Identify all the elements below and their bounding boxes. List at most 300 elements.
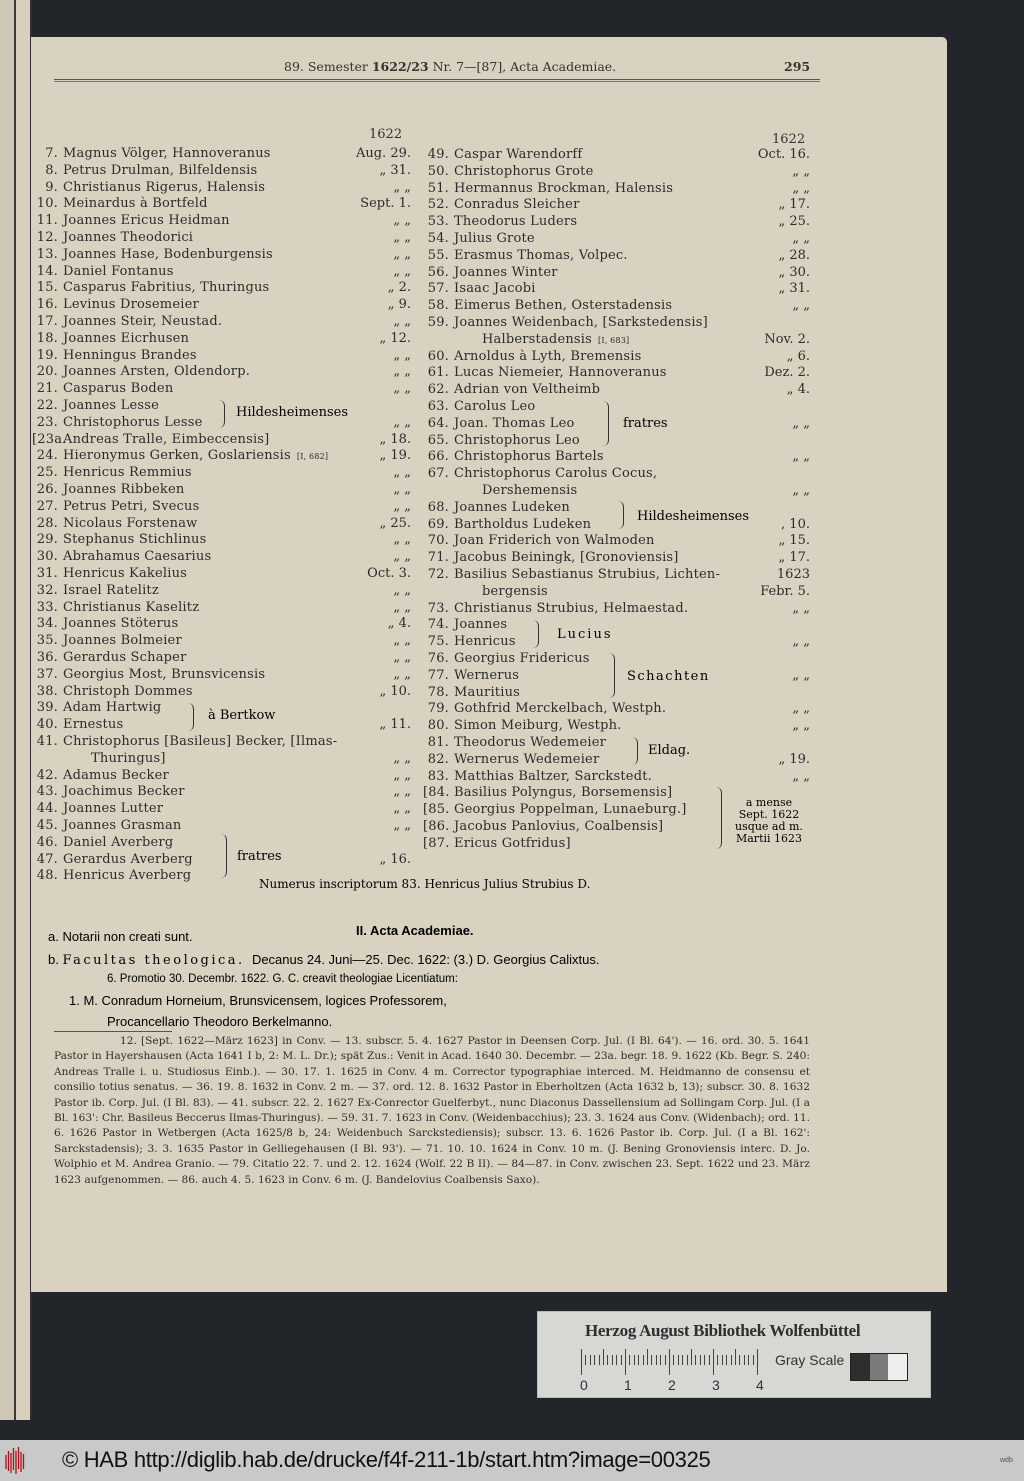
list-item — [423, 180, 673, 197]
entry-date: „ „ — [792, 718, 810, 734]
list-item — [423, 482, 577, 499]
brace — [632, 737, 638, 765]
ruler-tick — [757, 1349, 758, 1375]
entry-name: Carolus Leo — [454, 399, 536, 414]
list-item — [32, 800, 163, 817]
entry-date: „ „ — [393, 213, 411, 229]
entry-name: Hieronymus Gerken, Goslariensis — [63, 448, 291, 464]
entry-date: „ 25. — [379, 515, 411, 531]
ruler-tick — [744, 1355, 745, 1365]
entry-number: [86. — [423, 819, 450, 834]
entry-number: 29. — [36, 532, 58, 548]
list-item — [423, 448, 604, 465]
list-item — [32, 179, 265, 196]
entry-name: Gothfrid Merckelbach, Westph. — [454, 701, 667, 717]
entry-name: Petrus Drulman, Bilfeldensis — [63, 162, 258, 178]
entry-name: Hermannus Brockman, Halensis — [454, 180, 674, 196]
ruler-number: 2 — [668, 1377, 676, 1393]
entry-number: 17. — [36, 314, 58, 329]
entry-number: 77. — [427, 667, 449, 683]
entry-number: 25. — [36, 465, 58, 481]
list-item — [423, 600, 688, 617]
list-item — [32, 666, 265, 683]
list-item — [423, 650, 590, 667]
swatch-dark — [851, 1354, 870, 1380]
entry-name: Henningus Brandes — [63, 347, 197, 363]
entry-date: „ „ — [393, 750, 411, 766]
list-item — [423, 566, 720, 583]
ruler-tick — [585, 1355, 586, 1365]
entry-date: Oct. 3. — [367, 566, 411, 581]
list-item — [423, 432, 580, 449]
entry-date: „ 18. — [379, 431, 411, 447]
list-item — [32, 162, 257, 179]
ruler-tick — [629, 1355, 630, 1365]
entry-number: 39. — [36, 700, 58, 716]
ruler-tick — [687, 1355, 688, 1365]
entry-date: Aug. 29. — [355, 146, 411, 161]
brace — [715, 787, 722, 849]
entry-number: 49. — [427, 147, 449, 162]
entry-number: 31. — [36, 566, 58, 581]
entry-name: Christophorus Leo — [454, 432, 580, 448]
ruler-tick — [590, 1355, 591, 1365]
entry-name: Joannes Grasman — [63, 818, 182, 833]
promotio-line: 6. Promotio 30. Decembr. 1622. G. C. creavit theologiae Licentiatum: — [107, 973, 458, 985]
entry-name: Joannes Bolmeier — [63, 633, 182, 649]
hab-logo-icon — [5, 1445, 25, 1475]
ruler-tick — [607, 1355, 608, 1365]
entry-name: Dershemensis — [482, 483, 578, 498]
entry-date: „ „ — [393, 650, 411, 665]
list-item — [423, 801, 687, 818]
running-head: 89. Semester 1622/23 Nr. 7—[87], Acta Academiae. — [284, 59, 617, 74]
list-item — [32, 649, 187, 666]
list-item — [423, 751, 599, 768]
entry-date: „ 11. — [379, 717, 411, 733]
list-item — [32, 414, 203, 431]
ruler-tick — [638, 1355, 639, 1365]
entry-name: Eimerus Bethen, Osterstadensis — [454, 298, 673, 314]
entry-name: Daniel Fontanus — [63, 263, 174, 279]
entry-name: Christophorus Lesse — [63, 414, 203, 430]
page-number: 295 — [784, 59, 811, 74]
ruler-tick — [678, 1355, 679, 1365]
ruler-tick — [695, 1355, 696, 1365]
swatch-mid — [870, 1354, 889, 1380]
list-item — [32, 498, 199, 515]
entry-date: , 10. — [781, 516, 810, 532]
entry-number: 13. — [36, 246, 58, 262]
entry-date: „ „ — [393, 818, 411, 833]
list-item — [423, 784, 672, 801]
entry-name: Adrian von Veltheimb — [454, 382, 601, 398]
reference-note: [I, 682] — [296, 452, 329, 462]
entry-date: „ 12. — [379, 330, 411, 346]
entry-name: Mauritius — [454, 684, 521, 700]
ruler-number: 1 — [624, 1377, 632, 1393]
entry-number: 63. — [427, 399, 449, 414]
entry-name: Joannes Ericus Heidman — [63, 213, 230, 229]
entry-number: 81. — [427, 735, 449, 750]
list-item — [423, 398, 535, 415]
entry-date: 1623 — [776, 567, 810, 582]
summary-line: Numerus inscriptorum 83. Henricus Julius Strubius D. — [259, 877, 591, 891]
ruler-tick — [704, 1355, 705, 1365]
list-item — [423, 717, 622, 734]
entry-number: 46. — [36, 834, 58, 850]
entry-date: „ 15. — [778, 533, 810, 549]
list-item — [423, 364, 667, 381]
ruler-tick — [599, 1355, 600, 1365]
ruler-tick — [739, 1355, 740, 1365]
entry-number: 65. — [427, 432, 449, 448]
ruler-number: 0 — [580, 1377, 588, 1393]
entry-date: „ 25. — [778, 214, 810, 230]
list-item — [32, 195, 208, 212]
entry-date: „ „ — [393, 801, 411, 817]
list-item — [32, 531, 207, 548]
entry-date: „ „ — [792, 634, 810, 650]
entry-name: Jacobus Panlovius, Coalbensis] — [454, 819, 664, 834]
entry-number: 54. — [427, 231, 449, 246]
entry-number: 45. — [36, 818, 58, 833]
entry-number: [87. — [423, 835, 450, 851]
list-item — [32, 296, 199, 313]
ruler-tick — [669, 1349, 670, 1375]
ruler-tick — [612, 1355, 613, 1365]
list-item — [423, 314, 708, 331]
entry-number: 51. — [427, 180, 449, 196]
entry-name: Theodorus Wedemeier — [454, 735, 606, 750]
entry-date: „ „ — [792, 667, 810, 683]
acta-item-b: b. Facultas theologica. Decanus 24. Juni—25. Dec. 1622: (3.) D. Georgius Calixtus. — [48, 952, 600, 968]
entry-date: „ „ — [393, 498, 411, 514]
entry-date: Sept. 1. — [360, 196, 411, 212]
list-item — [32, 599, 199, 616]
entry-date: „ 16. — [379, 851, 411, 867]
entry-date: „ „ — [393, 381, 411, 397]
entry-number: 21. — [36, 381, 58, 397]
ruler-tick — [731, 1355, 732, 1365]
entry-number: 10. — [36, 196, 58, 212]
list-item — [32, 582, 159, 599]
ruler-tick — [625, 1349, 626, 1375]
entry-number: 23. — [36, 414, 58, 430]
promotion-item-1-cont: Procancellario Theodoro Berkelmanno. — [107, 1014, 333, 1029]
list-item — [423, 499, 570, 516]
entry-number: 33. — [36, 599, 58, 615]
entry-date: „ „ — [393, 314, 411, 329]
entry-number: 64. — [427, 415, 449, 431]
list-item — [32, 380, 173, 397]
list-item — [32, 330, 189, 347]
footnote-rule — [54, 1031, 172, 1032]
entry-date: „ „ — [792, 231, 810, 246]
list-item — [423, 348, 642, 365]
entry-name: Stephanus Stichlinus — [63, 532, 207, 548]
entry-date: „ „ — [393, 179, 411, 195]
entry-name: Joannes Theodorici — [63, 230, 194, 245]
list-item — [423, 213, 577, 230]
entry-name: Caspar Warendorff — [454, 147, 583, 162]
copyright-link[interactable]: © HAB http://diglib.hab.de/drucke/f4f-211-1b/start.htm?image=00325 — [62, 1447, 711, 1472]
brace — [617, 501, 624, 529]
group-label-fratres-right: fratres — [623, 416, 668, 431]
entry-date: „ 17. — [778, 550, 810, 566]
entry-name: Basilius Polyngus, Borsemensis] — [454, 785, 673, 801]
ruler-tick — [700, 1355, 701, 1365]
header-rule-secondary — [54, 81, 820, 82]
entry-name: Adam Hartwig — [63, 700, 162, 716]
entry-number: 48. — [36, 868, 58, 884]
list-item — [32, 817, 182, 834]
entry-date: „ 10. — [379, 683, 411, 699]
brace — [532, 620, 539, 648]
entry-date: „ 28. — [778, 247, 810, 263]
entry-name: Casparus Fabritius, Thuringus — [63, 280, 270, 296]
entry-date: „ 19. — [778, 751, 810, 767]
list-item — [423, 532, 655, 549]
entry-name: Ericus Gotfridus] — [454, 835, 571, 851]
entry-number: 67. — [427, 466, 449, 482]
entry-date: Nov. 2. — [764, 331, 810, 347]
swatch-light — [888, 1354, 907, 1380]
entry-date: „ „ — [792, 163, 810, 179]
gray-scale-swatches — [850, 1353, 908, 1381]
promotion-item-1: 1. M. Conradum Horneium, Brunsvicensem, logices Professorem, — [69, 993, 447, 1008]
acta-item-a: a. Notarii non creati sunt. — [48, 929, 193, 944]
entry-name: Joannes Hase, Bodenburgensis — [63, 246, 273, 262]
group-label-hildesheimenses: Hildesheimenses — [236, 405, 348, 420]
ruler-tick — [709, 1355, 710, 1365]
list-item — [32, 750, 166, 767]
ruler-tick — [691, 1349, 692, 1365]
entry-number: 15. — [36, 280, 58, 296]
entry-name: Levinus Drosemeier — [63, 297, 199, 313]
entry-name: Georgius Poppelman, Lunaeburg.] — [454, 802, 687, 818]
ruler-tick — [748, 1355, 749, 1365]
entry-number: 79. — [427, 701, 449, 717]
entry-name: Christophorus Carolus Cocus, — [454, 466, 658, 482]
entry-name: Nicolaus Forstenaw — [63, 515, 198, 531]
entry-number: [23a. — [32, 431, 67, 447]
brace — [601, 401, 609, 446]
entry-name: Bartholdus Ludeken — [454, 516, 592, 532]
reference-note: [I, 683] — [598, 335, 630, 345]
ruler-tick — [673, 1355, 674, 1365]
entry-number: 18. — [36, 330, 58, 346]
ruler-tick — [722, 1355, 723, 1365]
entry-date: „ „ — [393, 666, 411, 682]
ruler-tick — [735, 1349, 736, 1365]
ruler-tick — [647, 1349, 648, 1365]
entry-date: „ „ — [393, 599, 411, 615]
ruler-tick — [660, 1355, 661, 1365]
entry-name: Adamus Becker — [63, 767, 169, 783]
list-item — [423, 196, 580, 213]
section-title: II. Acta Academiae. — [356, 923, 474, 938]
entry-date: „ „ — [792, 449, 810, 465]
entry-name: Gerardus Averberg — [63, 851, 193, 867]
entry-date: „ „ — [393, 465, 411, 481]
entry-number: 8. — [45, 162, 58, 178]
entry-number: 7. — [45, 146, 58, 161]
entry-number: 71. — [427, 550, 449, 566]
entry-name: Joannes Steir, Neustad. — [63, 314, 223, 329]
group-label-schachten: Schachten — [627, 669, 710, 684]
group-label-lucius: Lucius — [557, 627, 613, 642]
entry-name: Christianus Rigerus, Halensis — [63, 179, 266, 195]
ruler-tick — [634, 1355, 635, 1365]
entry-number: 20. — [36, 364, 58, 380]
list-item — [423, 264, 558, 281]
entry-name: Joannes — [454, 617, 508, 633]
entry-name: Petrus Petri, Svecus — [63, 498, 200, 514]
card-title: Herzog August Bibliothek Wolfenbüttel — [585, 1321, 861, 1340]
entry-number: 41. — [36, 734, 58, 749]
entry-date: „ 31. — [778, 281, 810, 297]
entry-name: Henricus Averberg — [63, 868, 192, 884]
list-item — [423, 667, 519, 684]
list-item — [423, 549, 679, 566]
entry-number: 83. — [427, 768, 449, 784]
list-item — [32, 867, 191, 884]
entry-name: Christophorus Grote — [454, 163, 594, 179]
entry-number: 80. — [427, 718, 449, 734]
entry-number: 74. — [427, 617, 449, 633]
entry-name: Halberstadensis — [482, 331, 593, 347]
entry-name: Thuringus] — [91, 750, 166, 766]
entry-name: Ernestus — [63, 717, 124, 733]
entry-name: Arnoldus à Lyth, Bremensis — [454, 348, 642, 364]
entry-number: 47. — [36, 851, 58, 867]
entry-number: 70. — [427, 533, 449, 549]
entry-date: „ „ — [393, 482, 411, 497]
entry-name: Henricus — [454, 634, 516, 650]
ruler-tick — [594, 1355, 595, 1365]
entry-number: 75. — [427, 634, 449, 650]
list-item — [32, 464, 192, 481]
entry-number: [85. — [423, 802, 450, 818]
entry-number: 62. — [427, 382, 449, 398]
ruler-tick — [603, 1349, 604, 1365]
entry-date: „ „ — [792, 600, 810, 616]
entry-date: „ 4. — [786, 382, 810, 398]
entry-date: „ „ — [393, 549, 411, 565]
entry-number: 52. — [427, 197, 449, 213]
entry-date: „ „ — [393, 532, 411, 548]
entry-date: „ 30. — [778, 264, 810, 280]
header-rule — [54, 79, 820, 80]
entry-number: 14. — [36, 263, 58, 279]
ruler-number: 3 — [712, 1377, 720, 1393]
entry-number: 26. — [36, 482, 58, 497]
entry-date: „ 17. — [778, 197, 810, 213]
gray-scale-label: Gray Scale — [775, 1352, 845, 1368]
footer-bar — [0, 1440, 1024, 1481]
entry-name: Gerardus Schaper — [63, 650, 187, 665]
entry-name: Conradus Sleicher — [454, 197, 580, 213]
entry-number: 61. — [427, 365, 449, 381]
entry-date: Febr. 5. — [760, 583, 810, 599]
list-item — [423, 297, 672, 314]
entry-number: 68. — [427, 499, 449, 515]
entry-number: 76. — [427, 651, 449, 666]
list-item — [32, 212, 230, 229]
footer-mini-logo: wdb — [1000, 1457, 1013, 1464]
entry-number: 44. — [36, 801, 58, 817]
list-item — [32, 834, 173, 851]
left-year: 1622 — [369, 127, 403, 142]
entry-date: „ 6. — [786, 348, 810, 364]
entry-date: „ „ — [393, 364, 411, 380]
list-item — [423, 230, 535, 247]
entry-number: 57. — [427, 281, 449, 297]
list-item — [423, 633, 516, 650]
entry-name: Julius Grote — [454, 231, 535, 246]
entry-number: 19. — [36, 347, 58, 363]
ruler-tick — [726, 1355, 727, 1365]
entry-name: Erasmus Thomas, Volpec. — [454, 247, 628, 263]
list-item — [32, 733, 337, 750]
entry-number: 40. — [36, 717, 58, 733]
entry-name: Lucas Niemeier, Hannoveranus — [454, 365, 667, 381]
entry-number: 58. — [427, 298, 449, 314]
brace — [607, 653, 615, 698]
period-note: a mense Sept. 1622 usque ad m. Martii 1623 — [735, 796, 803, 845]
list-item — [32, 767, 169, 784]
entry-date: Dez. 2. — [764, 365, 810, 381]
entry-date: „ „ — [393, 784, 411, 800]
entry-number: 59. — [427, 315, 449, 330]
entry-date: „ „ — [393, 263, 411, 279]
entry-name: Christoph Dommes — [63, 683, 193, 699]
group-label-fratres: fratres — [237, 849, 282, 864]
list-item — [32, 481, 184, 498]
entry-number: [84. — [423, 785, 450, 801]
entry-number: 36. — [36, 650, 58, 665]
entry-date: „ „ — [792, 768, 810, 784]
list-item — [32, 363, 250, 380]
brace — [218, 400, 225, 428]
list-item — [32, 615, 178, 632]
list-item — [423, 280, 536, 297]
entry-number: 43. — [36, 784, 58, 800]
entry-number: 22. — [36, 398, 58, 413]
group-label-bertkow: à Bertkow — [208, 708, 276, 723]
entry-name: Israel Ratelitz — [63, 582, 159, 598]
entry-name: Joannes Ribbeken — [63, 482, 185, 497]
list-item — [32, 683, 193, 700]
entry-date: „ „ — [792, 415, 810, 431]
list-item — [423, 415, 575, 432]
entry-number: 16. — [36, 297, 58, 313]
entry-name: Christianus Kaselitz — [63, 599, 200, 615]
entry-number: 42. — [36, 767, 58, 783]
entry-name: Basilius Sebastianus Strubius, Lichten- — [454, 567, 721, 582]
list-item — [32, 347, 197, 364]
entry-number: 82. — [427, 751, 449, 767]
list-item — [32, 263, 174, 280]
list-item — [423, 247, 628, 264]
entry-date: „ 31. — [379, 162, 411, 178]
entry-name: Joannes Lesse — [63, 398, 159, 413]
list-item — [32, 246, 273, 263]
entry-number: 73. — [427, 600, 449, 616]
entry-date: „ „ — [792, 701, 810, 717]
entry-number: 78. — [427, 684, 449, 700]
